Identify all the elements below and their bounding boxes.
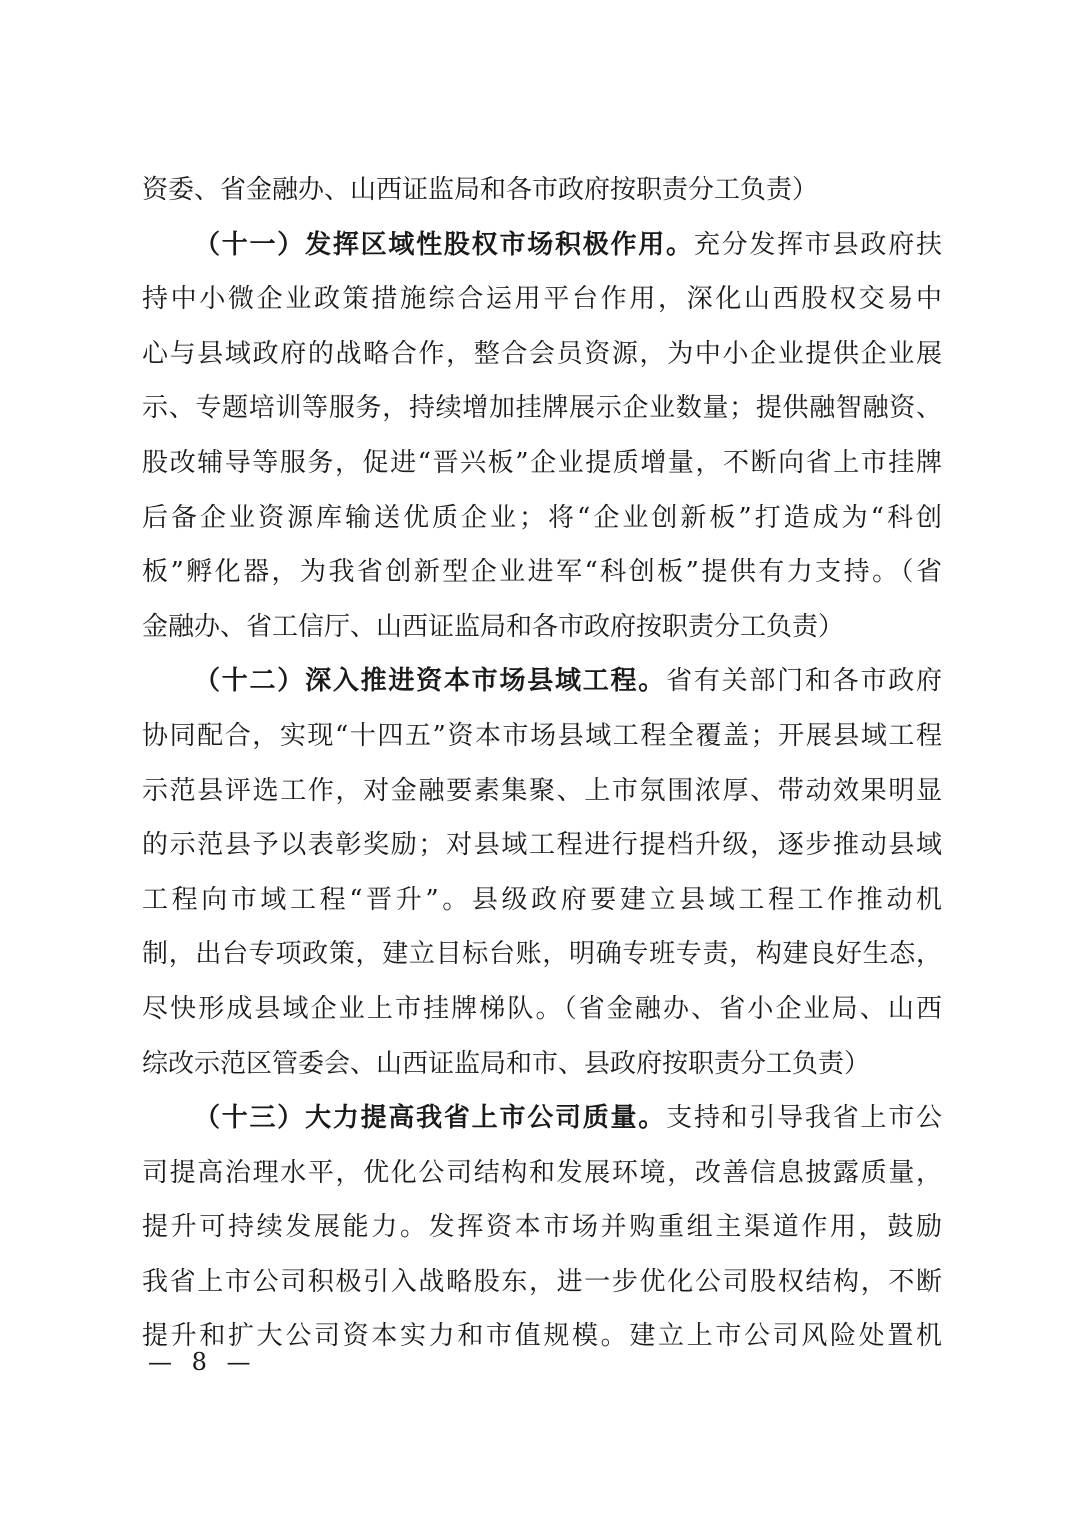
line-text: 制，出台专项政策，建立目标台账，明确专班专责，构建良好生态， [142,939,942,970]
section-heading: （十三）大力提高我省上市公司质量。 [194,1103,667,1134]
line-text: 资委、省金融办、山西证监局和各市政府按职责分工负责） [142,175,819,205]
text-line [142,1309,942,1364]
text-line [142,163,942,218]
text-line [142,600,942,655]
text-line [142,1200,942,1255]
line-text: 心与县域政府的战略合作，整合会员资源，为中小企业提供企业展 [142,338,942,369]
text-line [142,1146,942,1201]
text-line [142,982,942,1037]
line-text: 省有关部门和各市政府 [666,666,942,697]
text-line [142,327,942,382]
line-text: 提升和扩大公司资本实力和市值规模。建立上市公司风险处置机 [142,1321,942,1352]
line-text: 示范县评选工作，对金融要素集聚、上市氛围浓厚、带动效果明显 [142,775,942,806]
line-text: 协同配合，实现“十四五”资本市场县域工程全覆盖；开展县域工程 [142,720,942,751]
line-text: 板”孵化器，为我省创新型企业进军“科创板”提供有力支持。（省 [142,557,942,588]
line-text: 充分发挥市县政府扶 [693,229,942,260]
line-text: 金融办、省工信厅、山西证监局和各市政府按职责分工负责） [142,611,845,642]
text-line [142,1255,942,1310]
text-line [142,709,942,764]
line-text: 我省上市公司积极引入战略股东，进一步优化公司股权结构，不断 [142,1266,942,1297]
text-line [142,654,942,709]
text-line [142,272,942,327]
text-line [142,1037,942,1092]
line-text: 后备企业资源库输送优质企业；将“企业创新板”打造成为“科创 [142,502,942,533]
text-line [142,873,942,928]
section-heading: （十一）发挥区域性股权市场积极作用。 [194,229,694,260]
line-text: 示、专题培训等服务，持续增加挂牌展示企业数量；提供融智融资、 [142,393,942,424]
page-number: — 8 — [148,1348,257,1376]
text-line [142,927,942,982]
text-line [142,545,942,600]
text-line [142,818,942,873]
section-heading: （十二）深入推进资本市场县域工程。 [194,666,667,697]
line-text: 提升可持续发展能力。发挥资本市场并购重组主渠道作用，鼓励 [142,1212,942,1243]
text-line [142,381,942,436]
text-line [142,218,942,273]
line-text: 支持和引导我省上市公 [666,1103,942,1134]
line-text: 司提高治理水平，优化公司结构和发展环境，改善信息披露质量， [142,1157,942,1188]
line-text: 的示范县予以表彰奖励；对县域工程进行提档升级，逐步推动县域 [142,830,942,861]
text-line [142,436,942,491]
line-text: 持中小微企业政策措施综合运用平台作用，深化山西股权交易中 [142,284,942,315]
line-text: 股改辅导等服务，促进“晋兴板”企业提质增量，不断向省上市挂牌 [142,447,942,478]
text-line [142,764,942,819]
line-text: 工程向市域工程“晋升”。县级政府要建立县域工程工作推动机 [142,884,942,915]
text-line [142,491,942,546]
line-text: 尽快形成县域企业上市挂牌梯队。（省金融办、省小企业局、山西 [142,993,942,1024]
text-line [142,1091,942,1146]
body-text [142,163,942,1364]
line-text: 综改示范区管委会、山西证监局和市、县政府按职责分工负责） [142,1048,871,1079]
